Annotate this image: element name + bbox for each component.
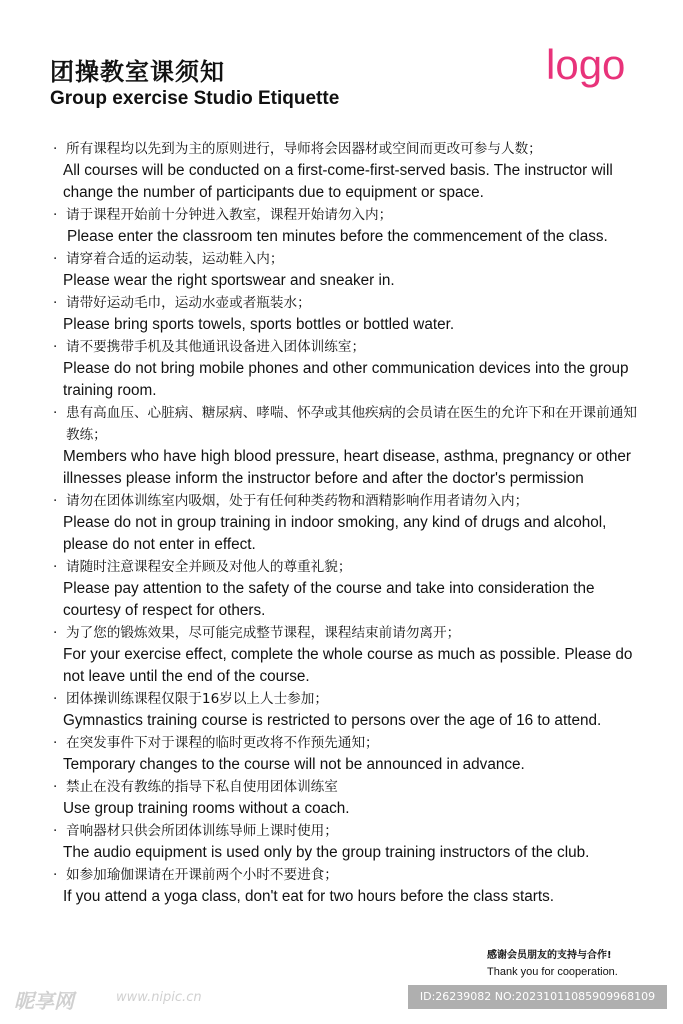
- rule-text-en: Please wear the right sportswear and sneaker in.: [63, 272, 395, 289]
- rule-item: [50, 138, 650, 204]
- rule-text-en: Use group training rooms without a coach.: [63, 800, 350, 817]
- page-title-cn: 团操教室课须知: [50, 58, 225, 86]
- rule-text-en: For your exercise effect, complete the whole course as much as possible. Please do not leave until the end of the course.: [63, 646, 633, 685]
- bullet-icon: ·: [53, 141, 58, 157]
- rule-text-en: Please do not in group training in indoor smoking, any kind of drugs and alcohol, please do not enter in effect.: [63, 514, 607, 553]
- rule-text-cn: 请带好运动毛巾，运动水壶或者瓶装水；: [66, 295, 311, 311]
- rule-text-en: Members who have high blood pressure, heart disease, asthma, pregnancy or other illnesses please inform the instructor before and after the doctor's permission: [63, 448, 632, 487]
- rule-item: [50, 820, 650, 864]
- page-title-en: Group exercise Studio Etiquette: [50, 88, 340, 109]
- rule-text-en: Please do not bring mobile phones and other communication devices into the group training room.: [63, 360, 629, 399]
- bullet-icon: ·: [53, 625, 58, 641]
- rule-item: [50, 688, 650, 732]
- rule-text-cn: 请于课程开始前十分钟进入教室，课程开始请勿入内；: [66, 207, 393, 223]
- rule-item: [50, 864, 650, 908]
- thanks-text-en: Thank you for cooperation.: [487, 966, 618, 978]
- bullet-icon: ·: [53, 207, 58, 223]
- rule-text-cn: 团体操训练课程仅限于16岁以上人士参加；: [66, 691, 328, 707]
- rule-item: [50, 292, 650, 336]
- thanks-note: [487, 948, 618, 980]
- bullet-icon: ·: [53, 691, 58, 707]
- bullet-icon: ·: [53, 823, 58, 839]
- rule-text-en: Gymnastics training course is restricted to persons over the age of 16 to attend.: [63, 712, 602, 729]
- rule-text-cn: 请随时注意课程安全并顾及对他人的尊重礼貌；: [66, 559, 352, 575]
- rule-text-cn: 所有课程均以先到为主的原则进行，导师将会因器材或空间而更改可参与人数；: [66, 141, 542, 157]
- rule-text-cn: 在突发事件下对于课程的临时更改将不作预先通知；: [66, 735, 379, 751]
- rule-item: [50, 248, 650, 292]
- rule-text-en: If you attend a yoga class, don't eat for two hours before the class starts.: [63, 888, 554, 905]
- rule-item: [50, 490, 650, 556]
- rule-text-cn: 禁止在没有教练的指导下私自使用团体训练室: [66, 779, 338, 795]
- bullet-icon: ·: [53, 339, 58, 355]
- rule-item: [50, 336, 650, 402]
- rule-item: [50, 622, 650, 688]
- rule-text-en: The audio equipment is used only by the group training instructors of the club.: [63, 844, 590, 861]
- rule-text-cn: 患有高血压、心脏病、糖尿病、哮喘、怀孕或其他疾病的会员请在医生的允许下和在开课前通知教练；: [66, 405, 637, 443]
- rule-text-cn: 请穿着合适的运动装，运动鞋入内；: [66, 251, 284, 267]
- rule-text-cn: 如参加瑜伽课请在开课前两个小时不要进食；: [66, 867, 338, 883]
- rule-item: [50, 556, 650, 622]
- rule-text-en: Please enter the classroom ten minutes before the commencement of the class.: [67, 228, 608, 245]
- bullet-icon: ·: [53, 251, 58, 267]
- logo: logo: [546, 41, 626, 88]
- bullet-icon: ·: [53, 405, 58, 421]
- rule-item: [50, 402, 650, 490]
- rule-text-en: Temporary changes to the course will not be announced in advance.: [63, 756, 525, 773]
- rule-text-cn: 请勿在团体训练室内吸烟，处于有任何种类药物和酒精影响作用者请勿入内；: [66, 493, 529, 509]
- bullet-icon: ·: [53, 295, 58, 311]
- rule-text-en: All courses will be conducted on a first-come-first-served basis. The instructor will change the number of participants due to equipment or space.: [63, 162, 613, 201]
- bullet-icon: ·: [53, 735, 58, 751]
- bullet-icon: ·: [53, 493, 58, 509]
- bullet-icon: ·: [53, 779, 58, 795]
- watermark-site: 昵享网: [14, 989, 74, 1013]
- bullet-icon: ·: [53, 867, 58, 883]
- rule-item: [50, 776, 650, 820]
- rule-text-en: Please bring sports towels, sports bottles or bottled water.: [63, 316, 455, 333]
- rule-text-cn: 音响器材只供会所团体训练导师上课时使用；: [66, 823, 338, 839]
- rule-item: [50, 732, 650, 776]
- thanks-text-cn: 感谢会员朋友的支持与合作!: [487, 950, 612, 961]
- rule-text-cn: 为了您的锻炼效果，尽可能完成整节课程，课程结束前请勿离开；: [66, 625, 461, 641]
- rules-list: [50, 138, 650, 908]
- rule-text-en: Please pay attention to the safety of the course and take into consideration the courtesy of respect for others.: [63, 580, 595, 619]
- bullet-icon: ·: [53, 559, 58, 575]
- rule-text-cn: 请不要携带手机及其他通讯设备进入团体训练室；: [66, 339, 366, 355]
- watermark-url: www.nipic.cn: [116, 990, 202, 1005]
- rule-item: [50, 204, 650, 248]
- image-id-bar: ID:26239082 NO:20231011085909968109: [408, 985, 667, 1009]
